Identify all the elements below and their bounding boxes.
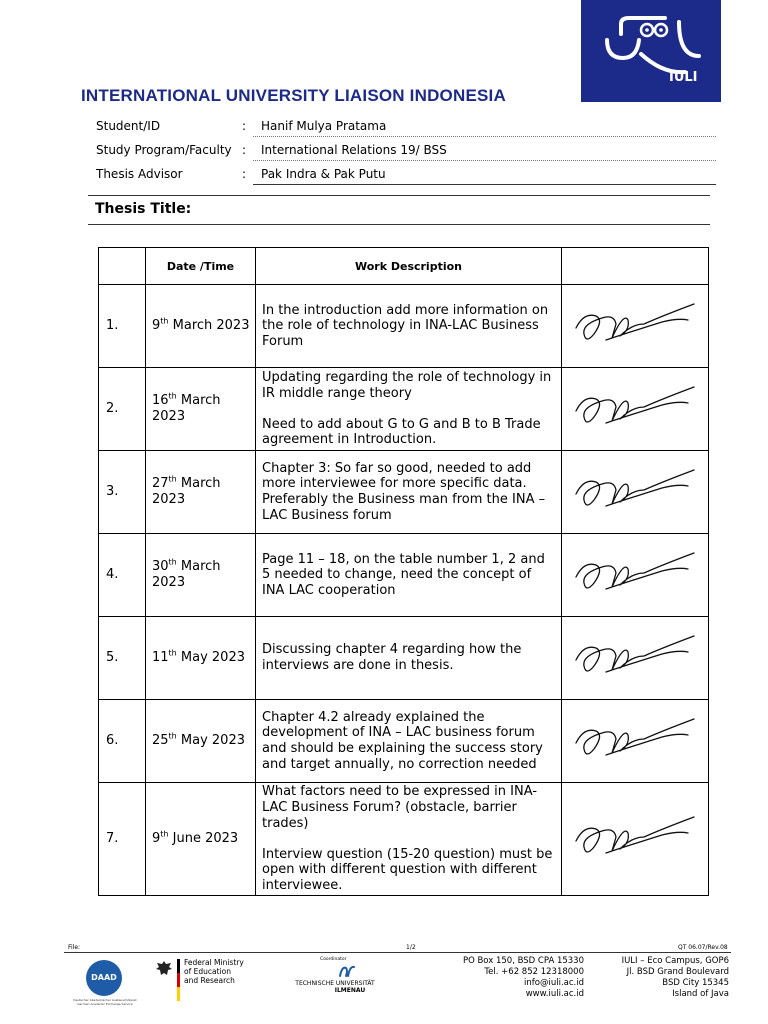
tu-line: TECHNISCHE UNIVERSITÄT [295,980,375,987]
address-line: BSD City 15345 [662,978,729,988]
description-text: In the introduction add more information on the role of technology in INA-LAC Business Forum [262,302,549,349]
student-row [96,115,716,137]
address-line: www.iuli.ac.id [525,989,584,999]
row-date [146,617,256,700]
date-rest: May 2023 [176,650,245,666]
date-ordinal: th [168,475,177,485]
row-description [256,617,562,700]
header-date: Date /Time [146,248,256,285]
footer-rule [64,952,731,953]
coordinator-label: Coordinator [320,957,347,962]
row-number: 3. [99,451,146,534]
date-ordinal: th [168,648,177,658]
date-day: 25 [152,733,169,749]
dotted-line [253,136,716,137]
table-row [99,451,709,534]
date-day: 16 [152,393,169,409]
table-row [99,617,709,700]
row-date [146,534,256,617]
signature-cell [562,617,709,700]
signature-icon [570,543,700,603]
date-ordinal: th [168,731,177,741]
signature-icon [570,709,700,769]
bmbf-text [184,958,244,985]
table-row [99,285,709,368]
student-value: Hanif Mulya Pratama [261,119,387,133]
row-date [146,285,256,368]
description-text: Need to add about G to G and B to B Trade agreement in Introduction. [262,416,541,448]
table-row [99,368,709,451]
date-day: 9 [152,318,161,334]
page-number: 1/2 [406,944,416,951]
header-description: Work Description [256,248,562,285]
advisor-value: Pak Indra & Pak Putu [261,167,386,181]
signature-cell [562,783,709,896]
program-value: International Relations 19/ BSS [261,143,447,157]
thesis-title-label: Thesis Title: [95,201,192,217]
date-rest: March 2023 [168,318,250,334]
signature-icon [570,294,700,354]
bmbf-line: of Education [184,967,231,976]
signature-cell [562,368,709,451]
description-text: Chapter 3: So far so good, needed to add more interviewee for more specific data. Preferably the Business man from the INA – LAC Business forum [262,460,546,523]
owl-logo-icon [581,0,721,102]
address-line: PO Box 150, BSD CPA 15330 [462,956,584,966]
tu-line: ILMENAU [334,987,366,994]
address-line: info@iuli.ac.id [524,978,584,988]
campus-address [596,956,729,1000]
address-line: IULI – Eco Campus, GOP6 [621,956,729,966]
date-rest: March 2023 [152,393,221,424]
table-row [99,783,709,896]
bmbf-line: Federal Ministry [184,958,244,967]
row-number: 7. [99,783,146,896]
signature-cell [562,700,709,783]
date-rest: June 2023 [168,831,239,847]
date-rest: March 2023 [152,559,221,590]
signature-cell [562,451,709,534]
table-row [99,534,709,617]
university-title: INTERNATIONAL UNIVERSITY LIAISON INDONESIA [81,86,506,105]
eagle-icon [154,959,174,979]
table-header-row [99,248,709,285]
page-footer [0,940,768,1024]
consultation-table [98,247,709,896]
table-row [99,700,709,783]
german-flag-icon [177,959,180,1001]
document-code: QT 06.07/Rev.08 [678,944,728,951]
row-date [146,451,256,534]
description-text: What factors need to be expressed in INA-LAC Business Forum? (obstacle, barrier trades) [262,784,538,831]
separator: : [242,143,247,157]
signature-icon [570,626,700,686]
signature-cell [562,285,709,368]
row-date [146,368,256,451]
header-signature [562,248,709,285]
header-number [99,248,146,285]
row-number: 6. [99,700,146,783]
date-ordinal: th [160,316,169,326]
file-label: File: [68,944,81,951]
separator: : [242,167,247,181]
row-description [256,534,562,617]
daad-subtitle: Deutscher Akademischer Austauschdienst German Academic Exchange Service [73,998,137,1006]
row-number: 5. [99,617,146,700]
row-number: 1. [99,285,146,368]
date-day: 11 [152,650,169,666]
date-day: 30 [152,559,169,575]
tu-ilmenau-name [290,980,380,994]
row-date [146,700,256,783]
advisor-label: Thesis Advisor [96,167,183,181]
dotted-line [253,160,716,161]
date-day: 27 [152,476,169,492]
program-label: Study Program/Faculty [96,143,232,157]
row-description [256,783,562,896]
row-description [256,285,562,368]
row-number: 4. [99,534,146,617]
logo-text: IULI [669,70,698,85]
address-line: Tel. +62 852 12318000 [484,967,584,977]
description-text: Interview question (15-20 question) must be open with different question with different interviewee. [262,846,553,893]
program-row [96,139,716,161]
description-text: Updating regarding the role of technology in IR middle range theory [262,370,552,401]
date-ordinal: th [168,558,177,568]
signature-cell [562,534,709,617]
bmbf-line: and Research [184,976,235,985]
row-description [256,451,562,534]
signature-icon [570,807,700,867]
address-line: Island of Java [672,989,729,999]
date-ordinal: th [168,392,177,402]
contact-address [450,956,584,1000]
title-bottom-rule [88,224,710,225]
address-line: Jl. BSD Grand Boulevard [626,967,729,977]
date-rest: March 2023 [152,476,221,507]
row-description [256,700,562,783]
student-label: Student/ID [96,119,161,133]
tu-ilmenau-logo-icon [338,964,356,978]
separator: : [242,119,247,133]
date-ordinal: th [160,829,169,839]
signature-icon [570,460,700,520]
advisor-row [96,163,716,185]
signature-icon [570,377,700,437]
iuli-logo [581,0,721,102]
description-text: Page 11 – 18, on the table number 1, 2 and 5 needed to change, need the concept of INA LAC cooperation [262,551,545,598]
date-day: 9 [152,831,161,847]
row-number: 2. [99,368,146,451]
title-top-rule [88,195,710,196]
description-text: Chapter 4.2 already explained the development of INA – LAC business forum and should be explaining the success story and target annually, no correction needed [262,709,543,772]
solid-line [253,184,716,185]
daad-logo: DAAD [86,960,122,996]
row-date [146,783,256,896]
date-rest: May 2023 [176,733,245,749]
row-description [256,368,562,451]
description-text: Discussing chapter 4 regarding how the interviews are done in thesis. [262,642,522,673]
